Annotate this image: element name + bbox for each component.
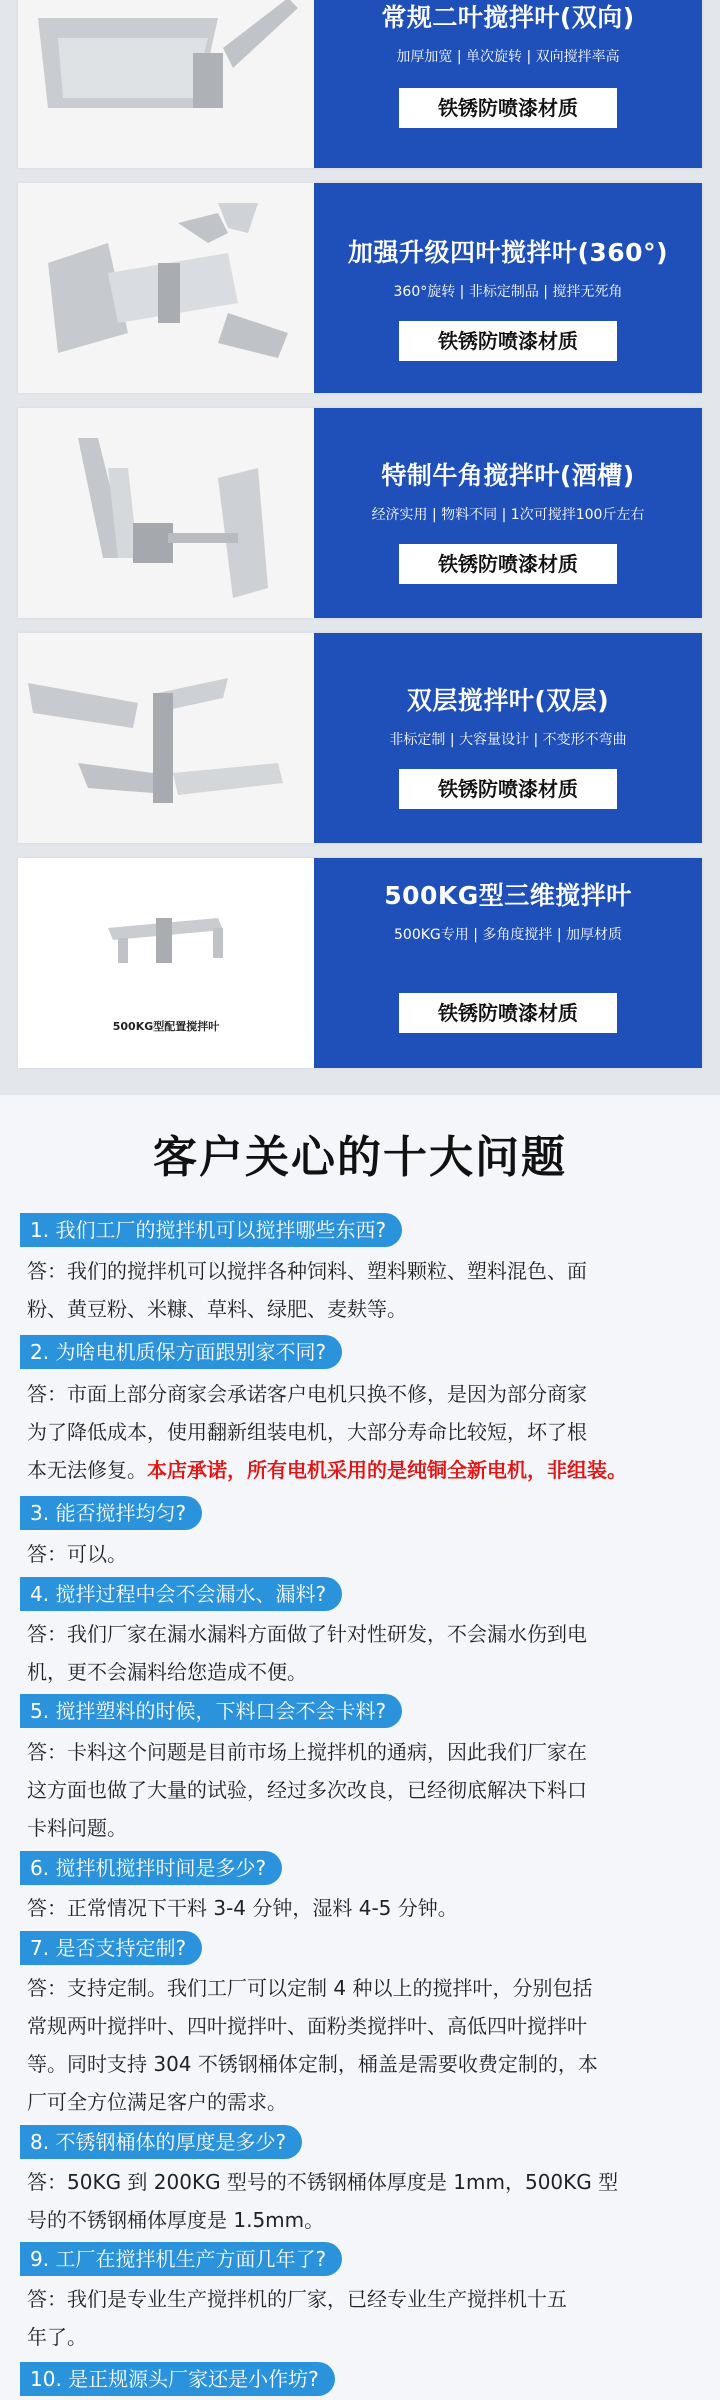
product-info-panel bbox=[314, 183, 702, 393]
product-info-panel bbox=[314, 633, 702, 843]
answer-line: 答：正常情况下干料 3-4 分钟，湿料 4-5 分钟。 bbox=[27, 1896, 458, 1920]
product-info-panel bbox=[314, 858, 702, 1068]
answer-line: 答：市面上部分商家会承诺客户电机只换不修，是因为部分商家 bbox=[27, 1382, 587, 1406]
faq-answer-1 bbox=[27, 1252, 699, 1328]
answer-line: 常规两叶搅拌叶、四叶搅拌叶、面粉类搅拌叶、高低四叶搅拌叶 bbox=[27, 2014, 587, 2038]
faq-question-6[interactable]: 6. 搅拌机搅拌时间是多少? bbox=[20, 1851, 282, 1885]
product-subtitle: 360°旋转 | 非标定制品 | 搅拌无死角 bbox=[393, 284, 623, 300]
faq-question-1[interactable]: 1. 我们工厂的搅拌机可以搅拌哪些东西? bbox=[20, 1213, 402, 1247]
two-blade-agitator-icon bbox=[18, 0, 314, 168]
answer-line: 答：我们是专业生产搅拌机的厂家，已经专业生产搅拌机十五 bbox=[27, 2287, 567, 2311]
material-badge[interactable]: 铁锈防喷漆材质 bbox=[399, 544, 617, 584]
faq-question-8[interactable]: 8. 不锈钢桶体的厚度是多少? bbox=[20, 2125, 302, 2159]
answer-line: 答：卡料这个问题是目前市场上搅拌机的通病，因此我们厂家在 bbox=[27, 1740, 587, 1764]
faq-answer-9 bbox=[27, 2280, 699, 2356]
answer-line: 厂可全方位满足客户的需求。 bbox=[27, 2090, 287, 2114]
answer-line: 答：我们的搅拌机可以搅拌各种饲料、塑料颗粒、塑料混色、面 bbox=[27, 1259, 587, 1283]
product-image bbox=[18, 183, 314, 393]
product-title: 特制牛角搅拌叶(酒槽) bbox=[381, 461, 635, 490]
faq-question-2[interactable]: 2. 为啥电机质保方面跟别家不同? bbox=[20, 1335, 342, 1369]
product-subtitle: 经济实用 | 物料不同 | 1次可搅拌100斤左右 bbox=[371, 507, 645, 523]
faq-section bbox=[0, 1095, 720, 2400]
faq-question-9[interactable]: 9. 工厂在搅拌机生产方面几年了? bbox=[20, 2242, 342, 2276]
product-title: 双层搅拌叶(双层) bbox=[406, 686, 610, 715]
faq-answer-7 bbox=[27, 1969, 699, 2121]
product-card-double-layer[interactable] bbox=[18, 633, 702, 843]
answer-line: 卡料问题。 bbox=[27, 1816, 127, 1840]
material-badge[interactable]: 铁锈防喷漆材质 bbox=[399, 993, 617, 1033]
answer-line: 这方面也做了大量的试验，经过多次改良，已经彻底解决下料口 bbox=[27, 1778, 587, 1802]
material-badge[interactable]: 铁锈防喷漆材质 bbox=[399, 321, 617, 361]
product-image bbox=[18, 408, 314, 618]
product-info-panel bbox=[314, 408, 702, 618]
answer-line: 号的不锈钢桶体厚度是 1.5mm。 bbox=[27, 2208, 325, 2232]
product-image bbox=[18, 0, 314, 168]
faq-answer-5 bbox=[27, 1733, 699, 1847]
product-card-horn-blade[interactable] bbox=[18, 408, 702, 618]
faq-answer-3 bbox=[27, 1535, 699, 1573]
product-image bbox=[18, 633, 314, 843]
product-title: 常规二叶搅拌叶(双向) bbox=[381, 3, 635, 32]
four-blade-agitator-icon bbox=[18, 183, 314, 393]
product-title: 500KG型三维搅拌叶 bbox=[384, 881, 632, 910]
product-card-two-blade[interactable] bbox=[18, 0, 702, 168]
answer-line: 答：支持定制。我们工厂可以定制 4 种以上的搅拌叶，分别包括 bbox=[27, 1976, 593, 2000]
answer-line: 粉、黄豆粉、米糠、草料、绿肥、麦麸等。 bbox=[27, 1297, 407, 1321]
answer-line: 答：我们厂家在漏水漏料方面做了针对性研发，不会漏水伤到电 bbox=[27, 1622, 587, 1646]
faq-question-4[interactable]: 4. 搅拌过程中会不会漏水、漏料? bbox=[20, 1577, 342, 1611]
answer-line: 答：50KG 到 200KG 型号的不锈钢桶体厚度是 1mm，500KG 型 bbox=[27, 2170, 619, 2194]
product-section bbox=[0, 0, 720, 1095]
answer-line: 年了。 bbox=[27, 2325, 87, 2349]
product-image bbox=[18, 858, 314, 1068]
faq-question-5[interactable]: 5. 搅拌塑料的时候，下料口会不会卡料? bbox=[20, 1694, 402, 1728]
faq-answer-4 bbox=[27, 1615, 699, 1691]
faq-answer-8 bbox=[27, 2163, 699, 2239]
double-layer-agitator-icon bbox=[18, 633, 314, 843]
material-badge[interactable]: 铁锈防喷漆材质 bbox=[399, 769, 617, 809]
product-info-panel bbox=[314, 0, 702, 168]
answer-line: 为了降低成本，使用翻新组装电机，大部分寿命比较短，坏了根 bbox=[27, 1420, 587, 1444]
product-card-four-blade[interactable] bbox=[18, 183, 702, 393]
faq-answer-6 bbox=[27, 1889, 699, 1927]
3d-agitator-icon bbox=[18, 858, 314, 1018]
product-subtitle: 500KG专用 | 多角度搅拌 | 加厚材质 bbox=[394, 927, 622, 943]
product-subtitle: 非标定制 | 大容量设计 | 不变形不弯曲 bbox=[389, 732, 627, 748]
product-subtitle: 加厚加宽 | 单次旋转 | 双向搅拌率高 bbox=[396, 49, 620, 65]
answer-line: 本无法修复。本店承诺，所有电机采用的是纯铜全新电机，非组装。 bbox=[27, 1458, 627, 1482]
horn-blade-agitator-icon bbox=[18, 408, 314, 618]
answer-line: 等。同时支持 304 不锈钢桶体定制，桶盖是需要收费定制的，本 bbox=[27, 2052, 598, 2076]
product-card-3d[interactable] bbox=[18, 858, 702, 1068]
faq-answer-2 bbox=[27, 1375, 699, 1489]
faq-title: 客户关心的十大问题 bbox=[153, 1132, 567, 1183]
warranty-promise: 本店承诺，所有电机采用的是纯铜全新电机，非组装。 bbox=[147, 1458, 627, 1482]
faq-question-7[interactable]: 7. 是否支持定制? bbox=[20, 1931, 202, 1965]
material-badge[interactable]: 铁锈防喷漆材质 bbox=[399, 88, 617, 128]
product-title: 加强升级四叶搅拌叶(360°) bbox=[347, 238, 669, 267]
answer-line: 答：可以。 bbox=[27, 1542, 127, 1566]
faq-question-3[interactable]: 3. 能否搅拌均匀? bbox=[20, 1496, 202, 1530]
product-caption: 500KG型配置搅拌叶 bbox=[112, 1020, 220, 1033]
answer-line: 机，更不会漏料给您造成不便。 bbox=[27, 1660, 307, 1684]
faq-question-10[interactable]: 10. 是正规源头厂家还是小作坊? bbox=[20, 2362, 335, 2396]
